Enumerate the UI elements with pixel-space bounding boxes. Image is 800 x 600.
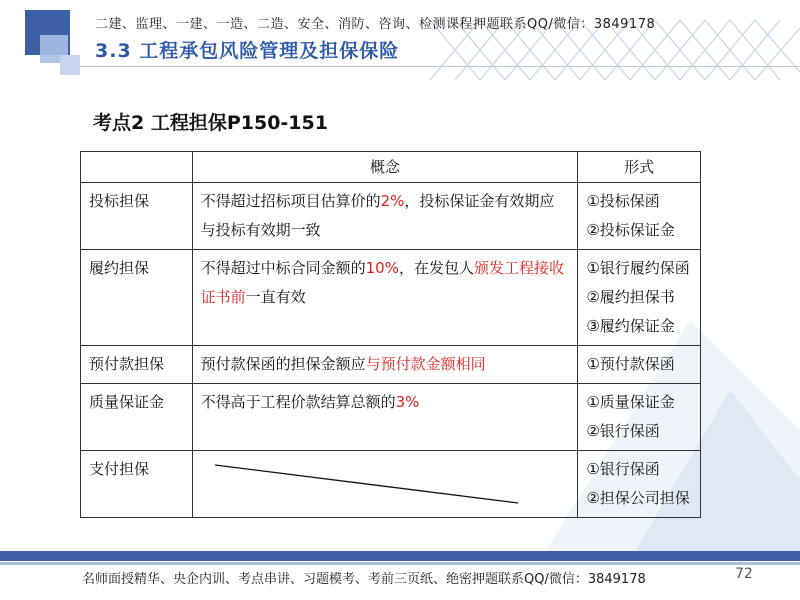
page-number: 72	[735, 566, 753, 582]
concept-cell	[192, 250, 578, 346]
form-item: ②投标保证金	[586, 221, 675, 239]
form-cell	[578, 183, 701, 250]
topic-heading: 考点2 工程担保P150-151	[93, 112, 328, 134]
table-row	[81, 250, 701, 346]
section-title: 3.3 工程承包风险管理及担保保险	[95, 40, 400, 62]
row-name-cell: 支付担保	[81, 451, 193, 518]
table-header-form: 形式	[578, 152, 701, 183]
highlight-text: 10%	[365, 259, 399, 277]
row-name-cell: 质量保证金	[81, 384, 193, 451]
concept-cell	[192, 346, 578, 384]
table-row	[81, 183, 701, 250]
form-item: ①质量保证金	[586, 393, 675, 411]
highlight-text: 与预付款金额相同	[365, 355, 486, 373]
form-item: ①银行履约保函	[586, 259, 690, 277]
table-header-row	[81, 152, 701, 183]
highlight-text: 2%	[380, 192, 405, 210]
concept-cell	[192, 183, 578, 250]
concept-text: 不得超过中标合同金额的	[200, 259, 366, 277]
title-divider	[80, 66, 800, 67]
form-cell	[578, 384, 701, 451]
footer-text: 名师面授精华、央企内训、考点串讲、习题模考、考前三页纸、绝密押题联系QQ/微信：3849178	[82, 572, 646, 587]
form-cell	[578, 451, 701, 518]
table-header-concept: 概念	[192, 152, 578, 183]
form-item: ②履约担保书	[586, 288, 675, 306]
form-item: ③履约保证金	[586, 317, 675, 335]
row-name-cell: 预付款担保	[81, 346, 193, 384]
concept-cell	[192, 384, 578, 451]
form-item: ①预付款保函	[586, 355, 675, 373]
concept-cell	[192, 451, 578, 518]
concept-text: ，在发包人	[398, 259, 474, 277]
row-name-cell: 履约担保	[81, 250, 193, 346]
form-item: ①投标保函	[586, 192, 660, 210]
concept-text: 不得超过招标项目估算价的	[200, 192, 381, 210]
form-item: ②担保公司担保	[586, 489, 690, 507]
form-item: ①银行保函	[586, 460, 660, 478]
concept-text: 一直有效	[245, 288, 306, 306]
form-cell	[578, 250, 701, 346]
highlight-text: 颁发工程接收证书前	[200, 259, 564, 306]
table-row	[81, 451, 701, 518]
form-item: ②银行保函	[586, 422, 660, 440]
table-header-blank	[81, 152, 193, 183]
table-row	[81, 384, 701, 451]
table-row	[81, 346, 701, 384]
header-banner: 二建、监理、一建、一造、二造、安全、消防、咨询、检测课程押题联系QQ/微信：3849178	[95, 17, 656, 32]
row-name-cell: 投标担保	[81, 183, 193, 250]
highlight-text: 3%	[395, 393, 420, 411]
footer-band	[0, 551, 800, 561]
concept-text: 预付款保函的担保金额应	[200, 355, 366, 373]
concept-text: 不得高于工程价款结算总额的	[200, 393, 396, 411]
footer-band-light	[0, 562, 800, 565]
form-cell	[578, 346, 701, 384]
concept-text: ，投标保证金有效期应与投标有效期一致	[200, 192, 555, 239]
not-applicable-slash	[193, 451, 578, 517]
table-body	[81, 183, 701, 518]
guarantee-table	[80, 151, 701, 518]
